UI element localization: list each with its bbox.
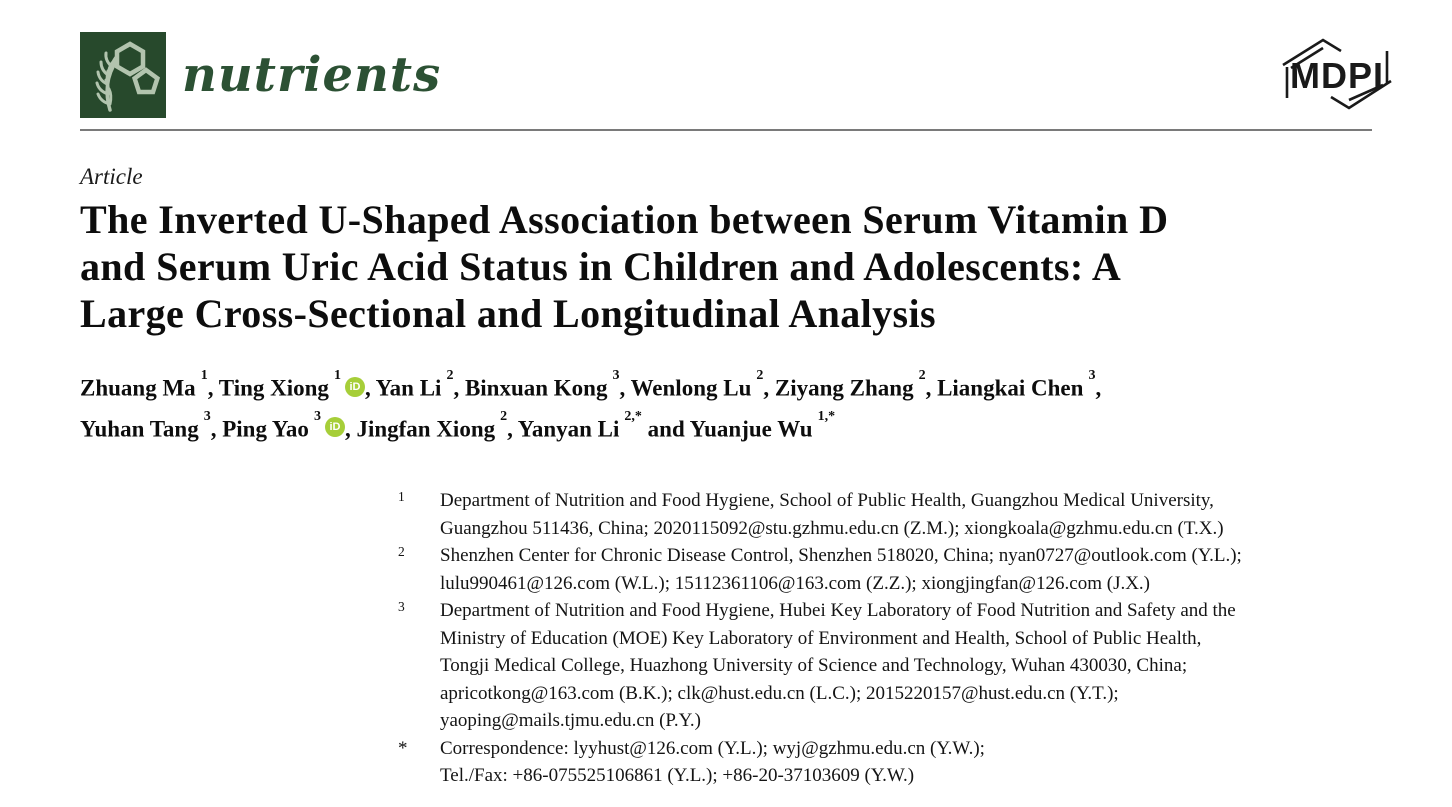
title-line-3: Large Cross-Sectional and Longitudinal Analysis (80, 291, 937, 336)
affiliation-line: Shenzhen Center for Chronic Disease Control, Shenzhen 518020, China; nyan0727@outlook.com (Y.L.); (440, 545, 1242, 566)
author-name: Yuanjue Wu (689, 416, 813, 442)
mdpi-hexagon-icon (1280, 36, 1394, 112)
author-name: Liangkai Chen (937, 375, 1084, 401)
title-line-2: and Serum Uric Acid Status in Children and Adolescents: A (80, 244, 1122, 289)
affiliation-line: Tongji Medical College, Huazhong University of Science and Technology, Wuhan 430030, China; (440, 655, 1188, 676)
journal-name-text: nutrients (182, 47, 442, 103)
author-affiliation-sup: 3 (203, 408, 211, 424)
author-separator: , (507, 416, 518, 442)
affiliation-line: Department of Nutrition and Food Hygiene, School of Public Health, Guangzhou Medical University, (440, 490, 1214, 511)
author-affiliation-sup: 2 (918, 368, 926, 383)
author-separator: , (453, 375, 465, 401)
author-affiliation-sup: 1 (333, 368, 341, 383)
author-name: Jingfan Xiong (356, 416, 496, 442)
affiliation-marker (398, 542, 440, 571)
author-separator: and (641, 416, 690, 442)
affiliations-block (398, 487, 1242, 790)
author-affiliation-sup: 2 (500, 408, 508, 424)
header-divider (80, 129, 1372, 131)
author-affiliation-sup: 1 (200, 368, 208, 383)
affiliation-item (398, 735, 1242, 790)
affiliation-text (440, 542, 1242, 597)
affiliation-marker (398, 487, 440, 516)
author-affiliation-sup: 2 (756, 368, 764, 383)
journal-logo (80, 32, 441, 118)
author-separator: , (1095, 375, 1102, 401)
author-separator: , (619, 375, 631, 401)
authors-line-2 (80, 407, 1101, 448)
authors-block (80, 366, 1101, 447)
affiliation-marker-text: 2 (398, 544, 405, 559)
author-affiliation-sup: 2,* (624, 408, 642, 424)
author-affiliation-sup: 1,* (817, 408, 836, 424)
author-affiliation-sup: 3 (1088, 368, 1096, 383)
author-separator: , (210, 416, 223, 442)
author-separator: , (364, 375, 376, 401)
affiliation-marker-text: 1 (398, 489, 405, 504)
author-name: Ziyang Zhang (774, 375, 914, 401)
title-line-1: The Inverted U-Shaped Association between Serum Vitamin D (80, 197, 1169, 242)
mdpi-logo (1280, 36, 1394, 112)
author-name: Zhuang Ma (80, 375, 196, 401)
author-name: Yanyan Li (517, 416, 620, 442)
affiliation-marker (398, 597, 440, 626)
nutrients-logo-icon (80, 32, 166, 118)
affiliation-line: yaoping@mails.tjmu.edu.cn (P.Y.) (440, 710, 701, 731)
affiliation-item (398, 597, 1242, 735)
affiliation-text (440, 487, 1242, 542)
orcid-icon: iD (325, 417, 345, 437)
affiliation-text (440, 735, 1242, 790)
author-separator: , (763, 375, 775, 401)
affiliation-line: apricotkong@163.com (B.K.); clk@hust.edu.cn (L.C.); 2015220157@hust.edu.cn (Y.T.); (440, 682, 1119, 704)
author-name: Ping Yao (222, 416, 309, 442)
affiliation-text (440, 597, 1242, 735)
page-title (80, 196, 1168, 337)
author-separator: , (925, 375, 938, 401)
affiliation-item (398, 487, 1242, 542)
orcid-icon: iD (345, 377, 365, 397)
affiliation-line: Tel./Fax: +86-075525106861 (Y.L.); +86-20-37103609 (Y.W.) (440, 765, 915, 786)
affiliation-item (398, 542, 1242, 597)
authors-line-1 (80, 366, 1101, 407)
author-separator: , (344, 416, 357, 442)
mdpi-logo-text: MDPI (1290, 55, 1384, 96)
author-name: Yan Li (375, 375, 442, 401)
author-name: Binxuan Kong (464, 375, 608, 401)
affiliation-line: lulu990461@126.com (W.L.); 15112361106@163.com (Z.Z.); xiongjingfan@126.com (J.X.) (440, 572, 1151, 594)
affiliation-marker (398, 735, 440, 763)
affiliation-line: Correspondence: lyyhust@126.com (Y.L.); wyj@gzhmu.edu.cn (Y.W.); (440, 737, 985, 759)
affiliation-marker-text: 3 (398, 599, 405, 614)
author-name: Wenlong Lu (630, 375, 752, 401)
affiliation-marker-text: * (398, 737, 408, 759)
author-affiliation-sup: 3 (612, 368, 620, 383)
wheat-molecule-icon (80, 32, 166, 118)
author-separator: , (207, 375, 219, 401)
affiliation-line: Ministry of Education (MOE) Key Laboratory of Environment and Health, School of Public Health, (440, 627, 1202, 649)
author-name: Yuhan Tang (80, 416, 199, 442)
author-affiliation-sup: 3 (313, 408, 321, 424)
affiliation-line: Department of Nutrition and Food Hygiene, Hubei Key Laboratory of Food Nutrition and Safety and the (440, 600, 1236, 621)
article-type-label: Article (80, 164, 143, 189)
author-affiliation-sup: 2 (446, 368, 454, 383)
author-name: Ting Xiong (218, 375, 329, 401)
affiliation-line: Guangzhou 511436, China; 2020115092@stu.gzhmu.edu.cn (Z.M.); xiongkoala@gzhmu.edu.cn (T.X.) (440, 517, 1224, 539)
